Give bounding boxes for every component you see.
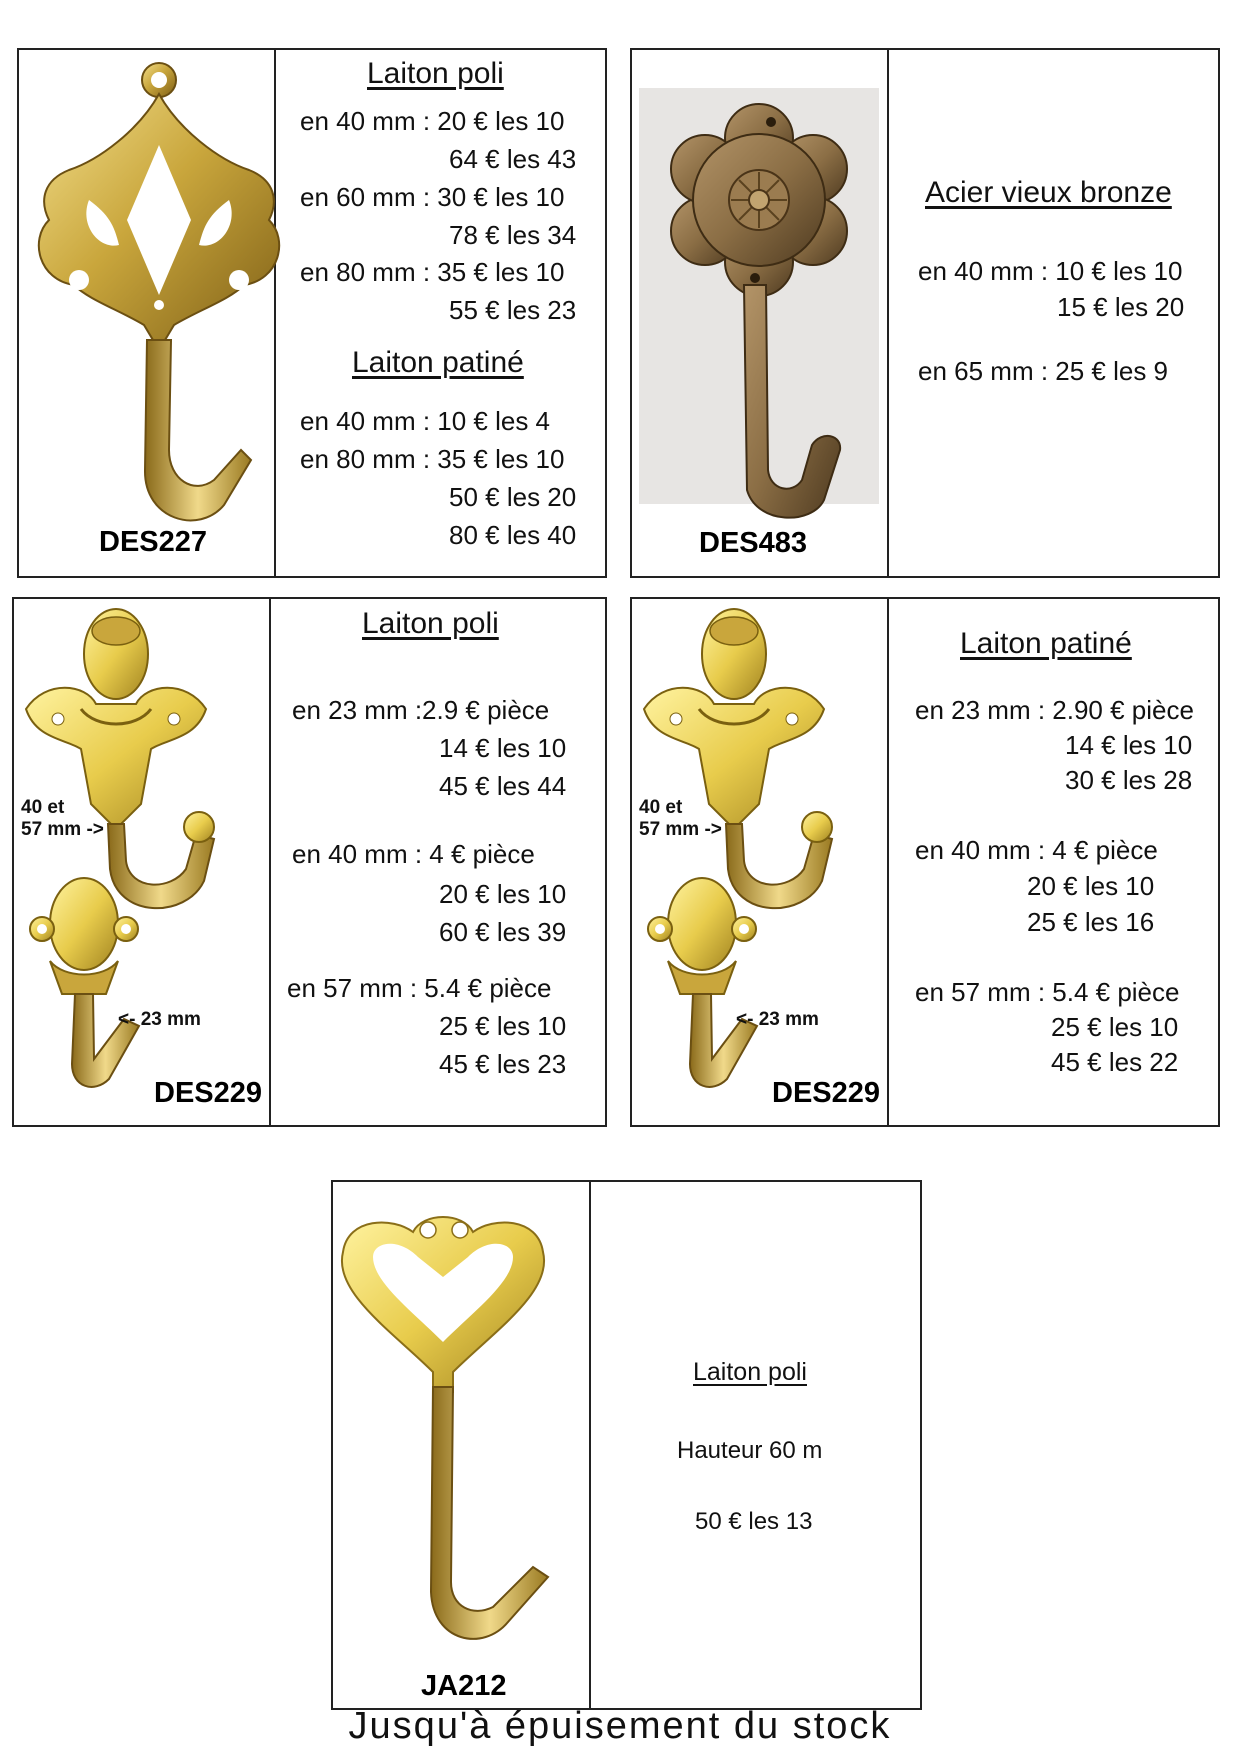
heart-hook-image <box>333 1182 591 1662</box>
stock-notice-footer: Jusqu'à épuisement du stock <box>348 1705 892 1747</box>
bronze-rosette-hook-image <box>632 50 889 520</box>
price-line: 55 € les 23 <box>449 295 577 325</box>
section-title: Acier vieux bronze <box>925 176 1172 209</box>
price-line: 20 € les 10 <box>1027 871 1155 901</box>
price-line: en 57 mm : 5.4 € pièce <box>287 973 552 1003</box>
price-line: 14 € les 10 <box>1065 730 1193 760</box>
price-line: 30 € les 28 <box>1065 765 1193 795</box>
cherub-hook-small-image <box>632 869 889 1089</box>
product-image-cell <box>19 50 276 576</box>
price-line: 20 € les 10 <box>439 879 567 909</box>
product-image-cell <box>632 599 889 1125</box>
section-title: Laiton poli <box>362 607 499 640</box>
price-line: en 40 mm : 10 € les 4 <box>300 406 551 436</box>
price-line: 64 € les 43 <box>449 144 577 174</box>
price-line: 50 € les 20 <box>449 482 577 512</box>
cherub-hook-small-image <box>14 869 271 1089</box>
product-info-cell <box>885 599 1218 1125</box>
product-code: DES227 <box>99 526 208 558</box>
product-code: DES229 <box>772 1077 881 1109</box>
product-image-cell <box>333 1182 591 1708</box>
price-line: 45 € les 23 <box>439 1049 567 1079</box>
price-line: 60 € les 39 <box>439 917 567 947</box>
price-line: 25 € les 10 <box>439 1011 567 1041</box>
product-code: JA212 <box>421 1670 507 1702</box>
price-line: 45 € les 22 <box>1051 1047 1179 1077</box>
price-line: 80 € les 40 <box>449 520 577 550</box>
section-title: Laiton patiné <box>352 346 524 379</box>
cherub-hook-image <box>14 599 271 899</box>
price-line: 14 € les 10 <box>439 733 567 763</box>
product-info-cell <box>272 50 605 576</box>
price-line: 78 € les 34 <box>449 220 577 250</box>
section-title: Laiton patiné <box>960 627 1132 660</box>
price-line: en 40 mm : 10 € les 10 <box>918 256 1183 286</box>
section-title: Laiton poli <box>367 57 504 90</box>
price-line: 50 € les 13 <box>695 1508 813 1535</box>
size-annotation: 40 et 57 mm -> <box>639 797 722 840</box>
price-line: en 60 mm : 30 € les 10 <box>300 182 565 212</box>
brass-hook-openwork-image <box>19 50 276 520</box>
price-line: en 57 mm : 5.4 € pièce <box>915 977 1180 1007</box>
price-line: en 40 mm : 20 € les 10 <box>300 106 565 136</box>
product-info-cell <box>267 599 605 1125</box>
size-annotation: 40 et 57 mm -> <box>21 797 104 840</box>
cherub-hook-image <box>632 599 889 899</box>
product-card-des483 <box>630 48 1220 578</box>
product-code: DES483 <box>699 527 808 559</box>
price-line: en 80 mm : 35 € les 10 <box>300 257 565 287</box>
price-line: 15 € les 20 <box>1057 292 1185 322</box>
product-card-ja212 <box>331 1180 922 1710</box>
product-image-cell <box>632 50 889 576</box>
price-line: 25 € les 16 <box>1027 907 1155 937</box>
price-line: en 80 mm : 35 € les 10 <box>300 444 565 474</box>
price-line: 25 € les 10 <box>1051 1012 1179 1042</box>
product-card-des227 <box>17 48 607 578</box>
price-line: 45 € les 44 <box>439 771 567 801</box>
price-line: en 65 mm : 25 € les 9 <box>918 356 1169 386</box>
price-line: en 23 mm :2.9 € pièce <box>292 695 550 725</box>
size-annotation: <- 23 mm <box>736 1009 819 1030</box>
product-info-cell <box>885 50 1218 576</box>
price-line: Hauteur 60 m <box>677 1437 823 1464</box>
product-image-cell <box>14 599 271 1125</box>
price-line: en 23 mm : 2.90 € pièce <box>915 695 1194 725</box>
price-line: en 40 mm : 4 € pièce <box>915 835 1158 865</box>
size-annotation: <- 23 mm <box>118 1009 201 1030</box>
product-code: DES229 <box>154 1077 263 1109</box>
product-card-des229-poli <box>12 597 607 1127</box>
section-title: Laiton poli <box>693 1358 807 1386</box>
price-line: en 40 mm : 4 € pièce <box>292 839 535 869</box>
product-info-cell <box>587 1182 920 1708</box>
product-card-des229-patine <box>630 597 1220 1127</box>
